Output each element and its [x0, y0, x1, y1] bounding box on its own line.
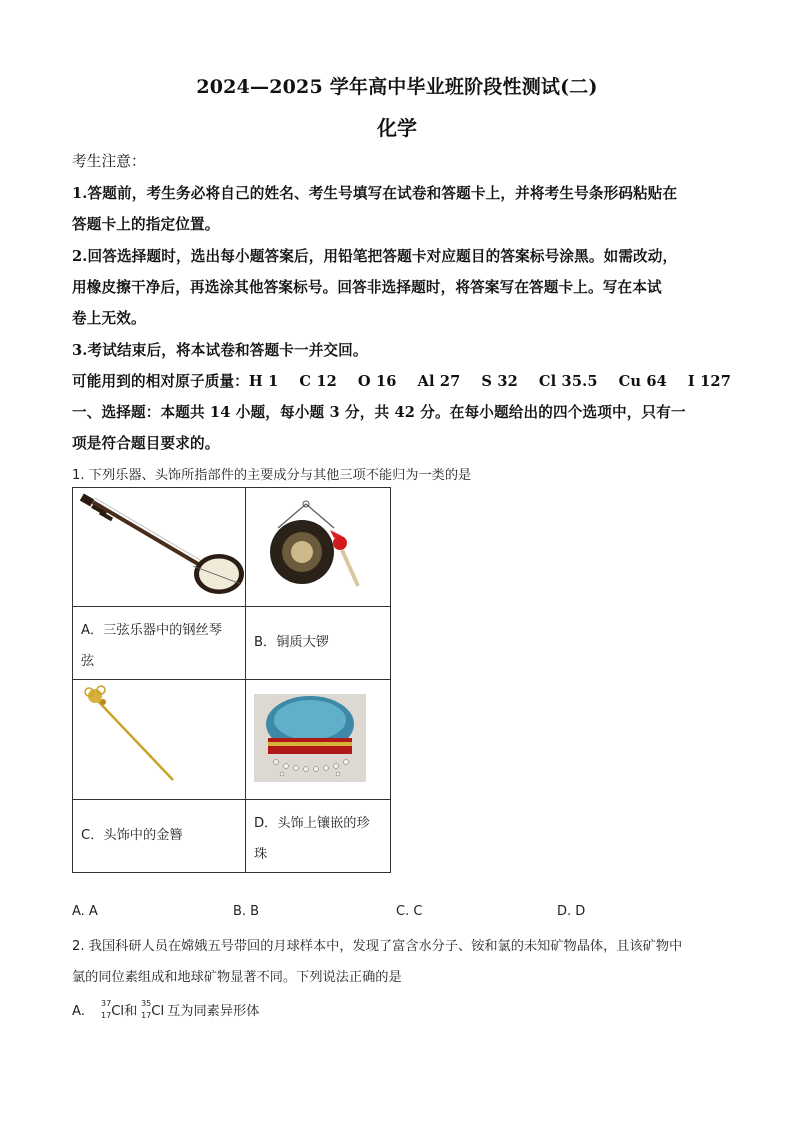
subject-title: 化学 — [377, 116, 417, 140]
gold-hairpin-image — [73, 680, 245, 795]
answer-c[interactable]: C. C — [396, 904, 423, 919]
option-d-text: D．头饰上镶嵌的珍 — [254, 816, 370, 831]
option-d-label-cell — [246, 800, 391, 873]
section-heading: 一、选择题：本题共 14 小题，每小题 3 分，共 42 分。在每小题给出的四个选项中，只有一 — [72, 404, 686, 421]
headdress-image — [246, 680, 390, 795]
answer-d[interactable]: D. D — [557, 904, 586, 919]
mass-number-1: 37 — [101, 999, 112, 1008]
note-line: 2.回答选择题时，选出每小题答案后，用铅笔把答题卡对应题目的答案标号涂黑。如需改动， — [72, 248, 678, 265]
note-line: 卷上无效。 — [72, 310, 146, 327]
option-c-label: C．头饰中的金簪 — [81, 828, 183, 843]
atomic-number-1: 17 — [101, 1011, 112, 1020]
chlorine-symbol-1: Cl — [111, 1004, 125, 1019]
option-d-label — [246, 800, 390, 870]
option-a-image-cell — [73, 488, 246, 607]
atomic-number-2: 17 — [141, 1011, 152, 1020]
question-2-option-a[interactable] — [72, 1000, 259, 1022]
option-d-image-cell — [246, 680, 391, 800]
atomic-masses: 可能用到的相对原子质量：H 1 C 12 O 16 Al 27 S 32 Cl 35.5 Cu 64 I 127 — [72, 373, 732, 390]
option-d-text-cont: 珠 — [254, 847, 268, 862]
note-line: 答题卡上的指定位置。 — [72, 216, 220, 233]
option-b-image-cell — [246, 488, 391, 607]
option-a-label-cell — [73, 607, 246, 680]
conjunction: 和 — [124, 1004, 138, 1019]
section-heading-cont: 项是符合题目要求的。 — [72, 435, 220, 452]
note-line: 1.答题前，考生务必将自己的姓名、考生号填写在试卷和答题卡上，并将考生号条形码粘贴在 — [72, 185, 678, 202]
option-b-label: B．铜质大锣 — [254, 635, 329, 650]
mass-number-2: 35 — [141, 999, 152, 1008]
sanxian-instrument-image — [73, 488, 245, 602]
isotope-notation-2 — [137, 1001, 151, 1021]
note-line: 3.考试结束后，将本试卷和答题卡一并交回。 — [72, 342, 368, 359]
question-2-stem-cont: 氯的同位素组成和地球矿物显著不同。下列说法正确的是 — [72, 970, 402, 985]
option-a-text-cont: 弦 — [81, 654, 95, 669]
option-b-label-cell — [246, 607, 391, 680]
note-line: 用橡皮擦干净后，再选涂其他答案标号。回答非选择题时，将答案写在答题卡上。写在本试 — [72, 279, 662, 296]
question-1-options-table — [72, 487, 391, 873]
option-a-letter: A. — [72, 1004, 85, 1019]
notes-heading: 考生注意： — [72, 153, 146, 170]
question-1-stem: 1. 下列乐器、头饰所指部件的主要成分与其他三项不能归为一类的是 — [72, 468, 472, 483]
isotope-notation-1 — [95, 1001, 111, 1021]
gong-image — [246, 488, 390, 602]
option-c-label-cell — [73, 800, 246, 873]
answer-a[interactable]: A. A — [72, 904, 98, 919]
chlorine-symbol-2: Cl — [151, 1004, 165, 1019]
option-a-label — [73, 607, 245, 677]
option-a-text: A．三弦乐器中的钢丝琴 — [81, 623, 222, 638]
exam-title: 2024—2025 学年高中毕业班阶段性测试(二) — [196, 76, 598, 98]
option-c-image-cell — [73, 680, 246, 800]
option-a-statement: 互为同素异形体 — [167, 1004, 260, 1019]
answer-b[interactable]: B. B — [233, 904, 260, 919]
question-2-stem: 2. 我国科研人员在嫦娥五号带回的月球样本中，发现了富含水分子、铵和氯的未知矿物晶体，且该矿物中 — [72, 939, 683, 954]
